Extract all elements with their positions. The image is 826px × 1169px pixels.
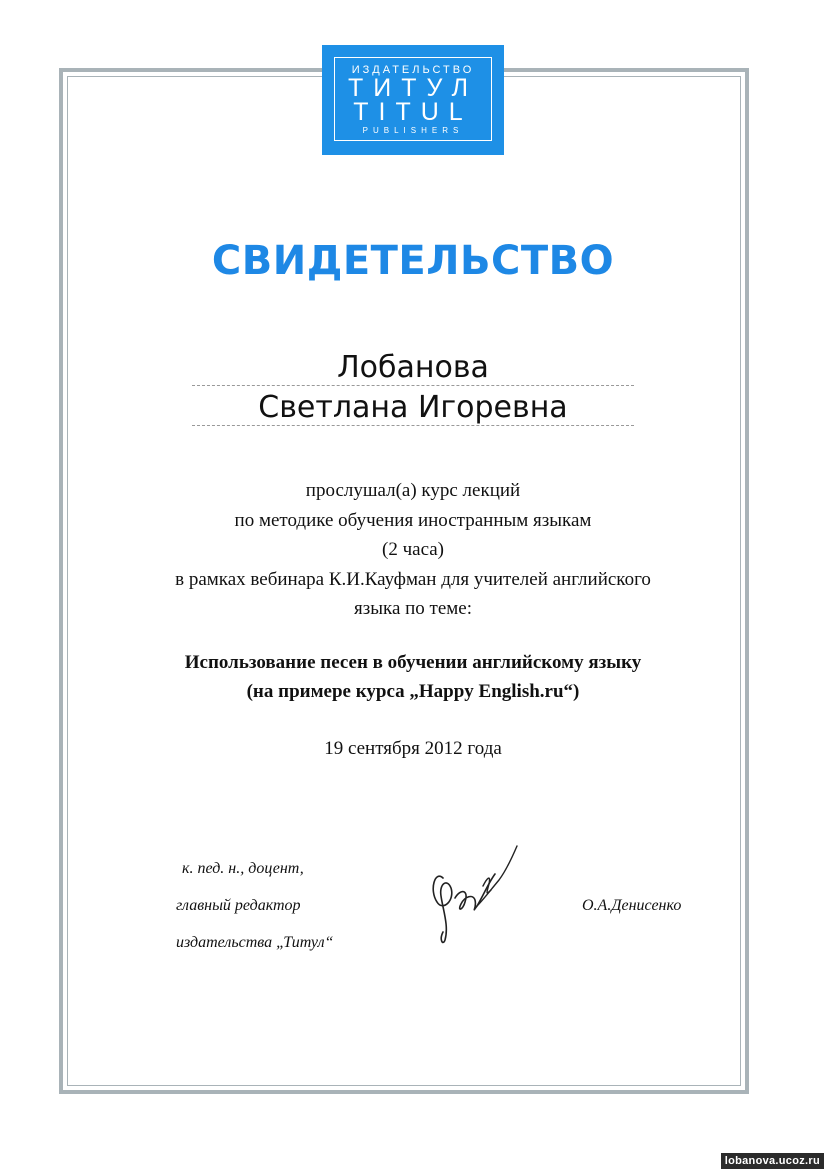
- certificate-body: [100, 476, 726, 624]
- given-names-underline: [192, 425, 634, 426]
- handwritten-signature: [425, 840, 525, 950]
- topic-line: (на примере курса „Happy English.ru“): [246, 681, 580, 702]
- recipient-given-names-line: [192, 390, 634, 425]
- body-line: по методике обучения иностранным языкам: [234, 509, 592, 531]
- logo-line-titul-cyrillic: ТИТУЛ: [348, 74, 478, 102]
- certificate-date: 19 сентября 2012 года: [324, 738, 502, 759]
- signatory-organization: издательства „Титул“: [176, 934, 334, 951]
- recipient-given-names: Светлана Игоревна: [258, 390, 568, 425]
- publisher-logo: [322, 45, 504, 155]
- surname-underline: [192, 385, 634, 386]
- body-line: прослушал(а) курс лекций: [305, 480, 521, 501]
- logo-line-publishers: PUBLISHERS: [362, 126, 464, 135]
- logo-line-publishing-house: ИЗДАТЕЛЬСТВО: [351, 64, 475, 76]
- body-line: в рамках вебинара К.И.Кауфман для учителей английского: [175, 568, 651, 590]
- certificate-title: СВИДЕТЕЛЬСТВО: [211, 238, 615, 284]
- topic-line: Использование песен в обучении английскому языку: [184, 652, 642, 673]
- signatory-degree: к. пед. н., доцент,: [182, 860, 304, 877]
- recipient-surname: Лобанова: [337, 350, 489, 385]
- body-line: языка по теме:: [353, 598, 473, 619]
- logo-line-titul-latin: TITUL: [353, 98, 473, 126]
- signatory-name: О.А.Денисенко: [582, 897, 682, 914]
- body-line: (2 часа): [382, 539, 444, 560]
- recipient-surname-line: [192, 350, 634, 385]
- signatory-position: главный редактор: [176, 897, 301, 914]
- site-watermark: lobanova.ucoz.ru: [721, 1153, 824, 1169]
- logo-frame: [334, 57, 492, 141]
- course-topic: [100, 648, 726, 706]
